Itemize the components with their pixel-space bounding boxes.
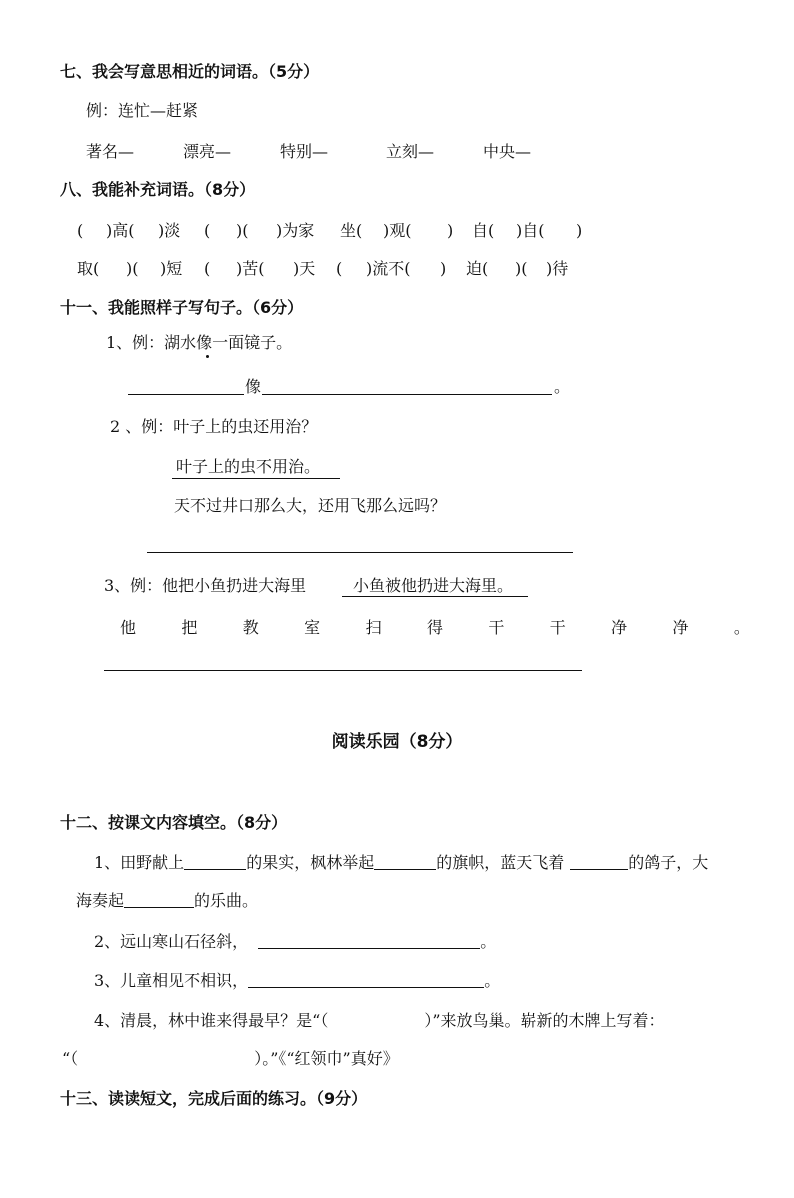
word-item: 漂亮— [183,142,232,161]
blank-token: ) [447,221,454,240]
q3-char: 得 [426,618,443,637]
q3-char: 他 [120,618,137,637]
blank-token: 迫( [466,259,489,278]
q3-char: 教 [242,618,259,637]
q2-answer: 叶子上的虫不用治。 [176,457,321,476]
q3-char: 净 [611,618,628,637]
q12-4-line2 [62,1049,399,1069]
q12-1-text: 的乐曲。 [194,891,259,910]
q3-char: 扫 [365,618,382,637]
answer-line [147,552,573,553]
blank-token: )苦( [236,259,265,278]
reading-title: 阅读乐园（8分） [331,732,463,752]
section-7-title: 七、我会写意思相近的词语。（5分） [60,62,320,81]
fill-blank [570,853,628,870]
blank-token: )短 [160,259,183,278]
section-11-title: 十一、我能照样子写句子。（6分） [60,298,304,317]
q2-example: 2 、例：叶子上的虫还用治？ [110,417,318,436]
q12-2-text: 2、远山寒山石径斜， [94,932,249,951]
fill-blank [374,853,436,870]
q12-4-text: ）”来放鸟巢。崭新的木牌上写着： [424,1011,665,1030]
blank-token: )( [515,259,528,278]
q12-1-text: 的旗帜，蓝天飞着 [436,853,565,872]
q1-end: 。 [554,377,571,396]
q3-char: 净 [672,618,689,637]
q3-char: 把 [181,618,198,637]
blank-token: )天 [293,259,316,278]
fill-blank [258,932,480,949]
q12-3 [94,971,500,991]
q12-2 [94,932,496,952]
q12-1-text: 的果实，枫林举起 [246,853,375,872]
section-13-title: 十三、读读短文，完成后面的练习。（9分） [60,1089,368,1108]
blank-token: 取( [77,259,100,278]
blank-token: )流不( [366,259,411,278]
answer-underline [342,596,528,597]
q12-3-end: 。 [484,971,501,990]
blank-token: ( [204,259,211,278]
answer-underline [172,478,340,479]
section-8-title: 八、我能补充词语。（8分） [60,180,256,199]
blank-token: )为家 [276,221,315,240]
q3-char: 室 [304,618,321,637]
q12-4-text: 4、清晨，林中谁来得最早？是“（ [94,1011,329,1030]
fill-blank [124,891,194,908]
section-12-title: 十二、按课文内容填空。（8分） [60,813,288,832]
blank-token: ( [204,221,211,240]
q12-4-text: “（ [62,1049,79,1068]
word-item: 特别— [280,142,329,161]
blank-token: )( [236,221,249,240]
q3-char: 干 [549,618,566,637]
blank-token: )自( [516,221,545,240]
q2-question: 天不过井口那么大，还用飞那么远吗？ [174,496,447,515]
q3-char: 干 [488,618,505,637]
q12-2-end: 。 [480,932,497,951]
blank-token: ( [336,259,343,278]
q3-answer: 小鱼被他扔进大海里。 [353,576,514,595]
blank-token: 坐( [340,221,363,240]
q12-1-text: 的鸽子，大 [628,853,709,872]
q1-word: 像 [245,377,262,396]
blank-token: )待 [546,259,569,278]
answer-line [104,670,582,671]
answer-line [128,394,244,395]
fill-blank [184,853,246,870]
section-7-example: 例：连忙—赶紧 [86,101,199,120]
blank-token: )( [126,259,139,278]
blank-token: 自( [472,221,495,240]
blank-token: )淡 [158,221,181,240]
q12-1-text: 海奏起 [76,891,125,910]
q12-1-text: 1、田野献上 [94,853,185,872]
q12-1-line2 [76,891,258,911]
word-item: 中央— [483,142,532,161]
blank-token: ) [576,221,583,240]
answer-line [262,394,552,395]
blank-token: ) [440,259,447,278]
word-item: 著名— [86,142,135,161]
q12-1-line1 [94,853,708,873]
blank-token: )观( [383,221,412,240]
q3-char: 。 [733,618,750,637]
blank-token: ( [77,221,84,240]
q12-4-line1 [94,1011,665,1031]
fill-blank [248,971,484,988]
q12-4-text: ）。”《“红领巾”真好》 [254,1049,399,1068]
q1-example: 1、例：湖水像一面镜子。 [106,333,293,352]
q12-3-text: 3、儿童相见不相识， [94,971,249,990]
emphasis-dot [206,355,209,358]
word-item: 立刻— [386,142,435,161]
q3-example: 3、例：他把小鱼扔进大海里 [104,576,307,595]
blank-token: )高( [106,221,135,240]
q3-character-row [120,615,750,638]
